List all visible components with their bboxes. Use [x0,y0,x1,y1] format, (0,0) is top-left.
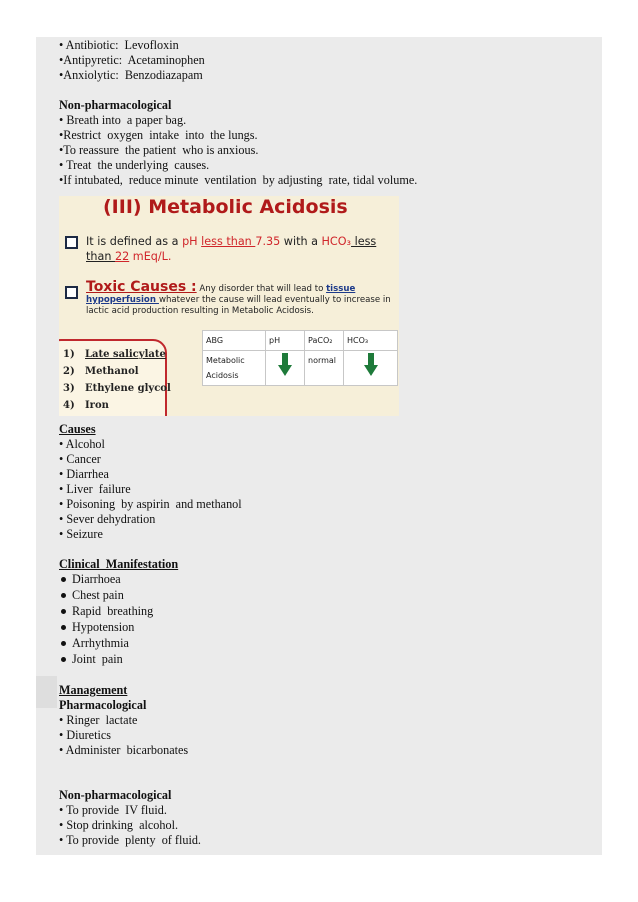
list-item: •To reassure the patient who is anxious. [59,143,259,157]
list-item: Diarrhoea [59,572,599,588]
list-item: 4) Iron [63,400,109,411]
bullet-icon [61,593,66,598]
list-item: •Restrict oxygen intake into the lungs. [59,128,258,142]
list-item: Rapid breathing [59,604,599,620]
list-item: Hypotension [59,620,599,636]
list-item: • Diarrhea [59,467,109,481]
bullet-icon [61,625,66,630]
list-item: • Seizure [59,527,103,541]
drug-line: • Antibiotic: Levofloxin [59,38,179,52]
bullet-icon [61,641,66,646]
list-item: •If intubated, reduce minute ventilation by adjusting rate, tidal volume. [59,173,418,187]
list-item: • Alcohol [59,437,105,451]
subsection-heading: Non-pharmacological [59,788,172,802]
bullet-icon [61,577,66,582]
list-item: Arrhythmia [59,636,599,652]
list-item: • To provide IV fluid. [59,803,167,817]
green-down-arrow-icon [364,353,378,377]
drug-line: •Antipyretic: Acetaminophen [59,53,205,67]
table-cell: normal [305,351,344,386]
table-cell: Metabolic Acidosis [203,351,266,386]
table-header: pH [266,331,305,351]
checkbox-icon [65,286,78,299]
abg-table [202,330,398,386]
metabolic-acidosis-slide [59,196,399,416]
list-item: • Breath into a paper bag. [59,113,187,127]
list-item: • Ringer lactate [59,713,138,727]
list-item: • Sever dehydration [59,512,156,526]
list-item: • Diuretics [59,728,111,742]
checkbox-icon [65,236,78,249]
list-item: • Treat the underlying causes. [59,158,210,172]
list-item: • To provide plenty of fluid. [59,833,201,847]
green-down-arrow-icon [278,353,292,377]
page-margin-notch [36,676,57,708]
list-item: • Cancer [59,452,101,466]
list-item: • Stop drinking alcohol. [59,818,179,832]
list-item: 2) Methanol [63,366,139,377]
list-item: • Liver failure [59,482,131,496]
table-cell [344,351,398,386]
bullet-icon [61,657,66,662]
toxic-causes-list [63,346,171,414]
list-item: • Poisoning by aspirin and methanol [59,497,242,511]
drug-line: •Anxiolytic: Benzodiazapam [59,68,203,82]
toxic-causes-text: Toxic Causes : Any disorder that will lead to tissue hypoperfusion whatever the cause will lead eventually to increase in lactic acid production resulting in Metabolic Acidosis. [86,279,391,316]
list-item: 1) Late salicylate [63,349,166,360]
table-header: ABG [203,331,266,351]
subsection-heading: Pharmacological [59,698,147,712]
list-item: • Administer bicarbonates [59,743,189,757]
section-heading: Clinical Manifestation [59,557,179,571]
slide-title: (III) Metabolic Acidosis [103,196,348,218]
definition-text: It is defined as a pH less than 7.35 with a HCO₃ less than 22 mEq/L. [86,235,377,263]
bullet-icon [61,609,66,614]
section-heading: Non-pharmacological [59,98,172,112]
section-heading: Causes [59,422,96,436]
list-item: 3) Ethylene glycol [63,383,171,394]
list-item: Joint pain [59,652,599,668]
list-item: Chest pain [59,588,599,604]
table-cell [266,351,305,386]
document-body [59,38,599,848]
table-header: PaCO₂ [305,331,344,351]
table-header: HCO₃ [344,331,398,351]
section-heading: Management [59,683,128,697]
